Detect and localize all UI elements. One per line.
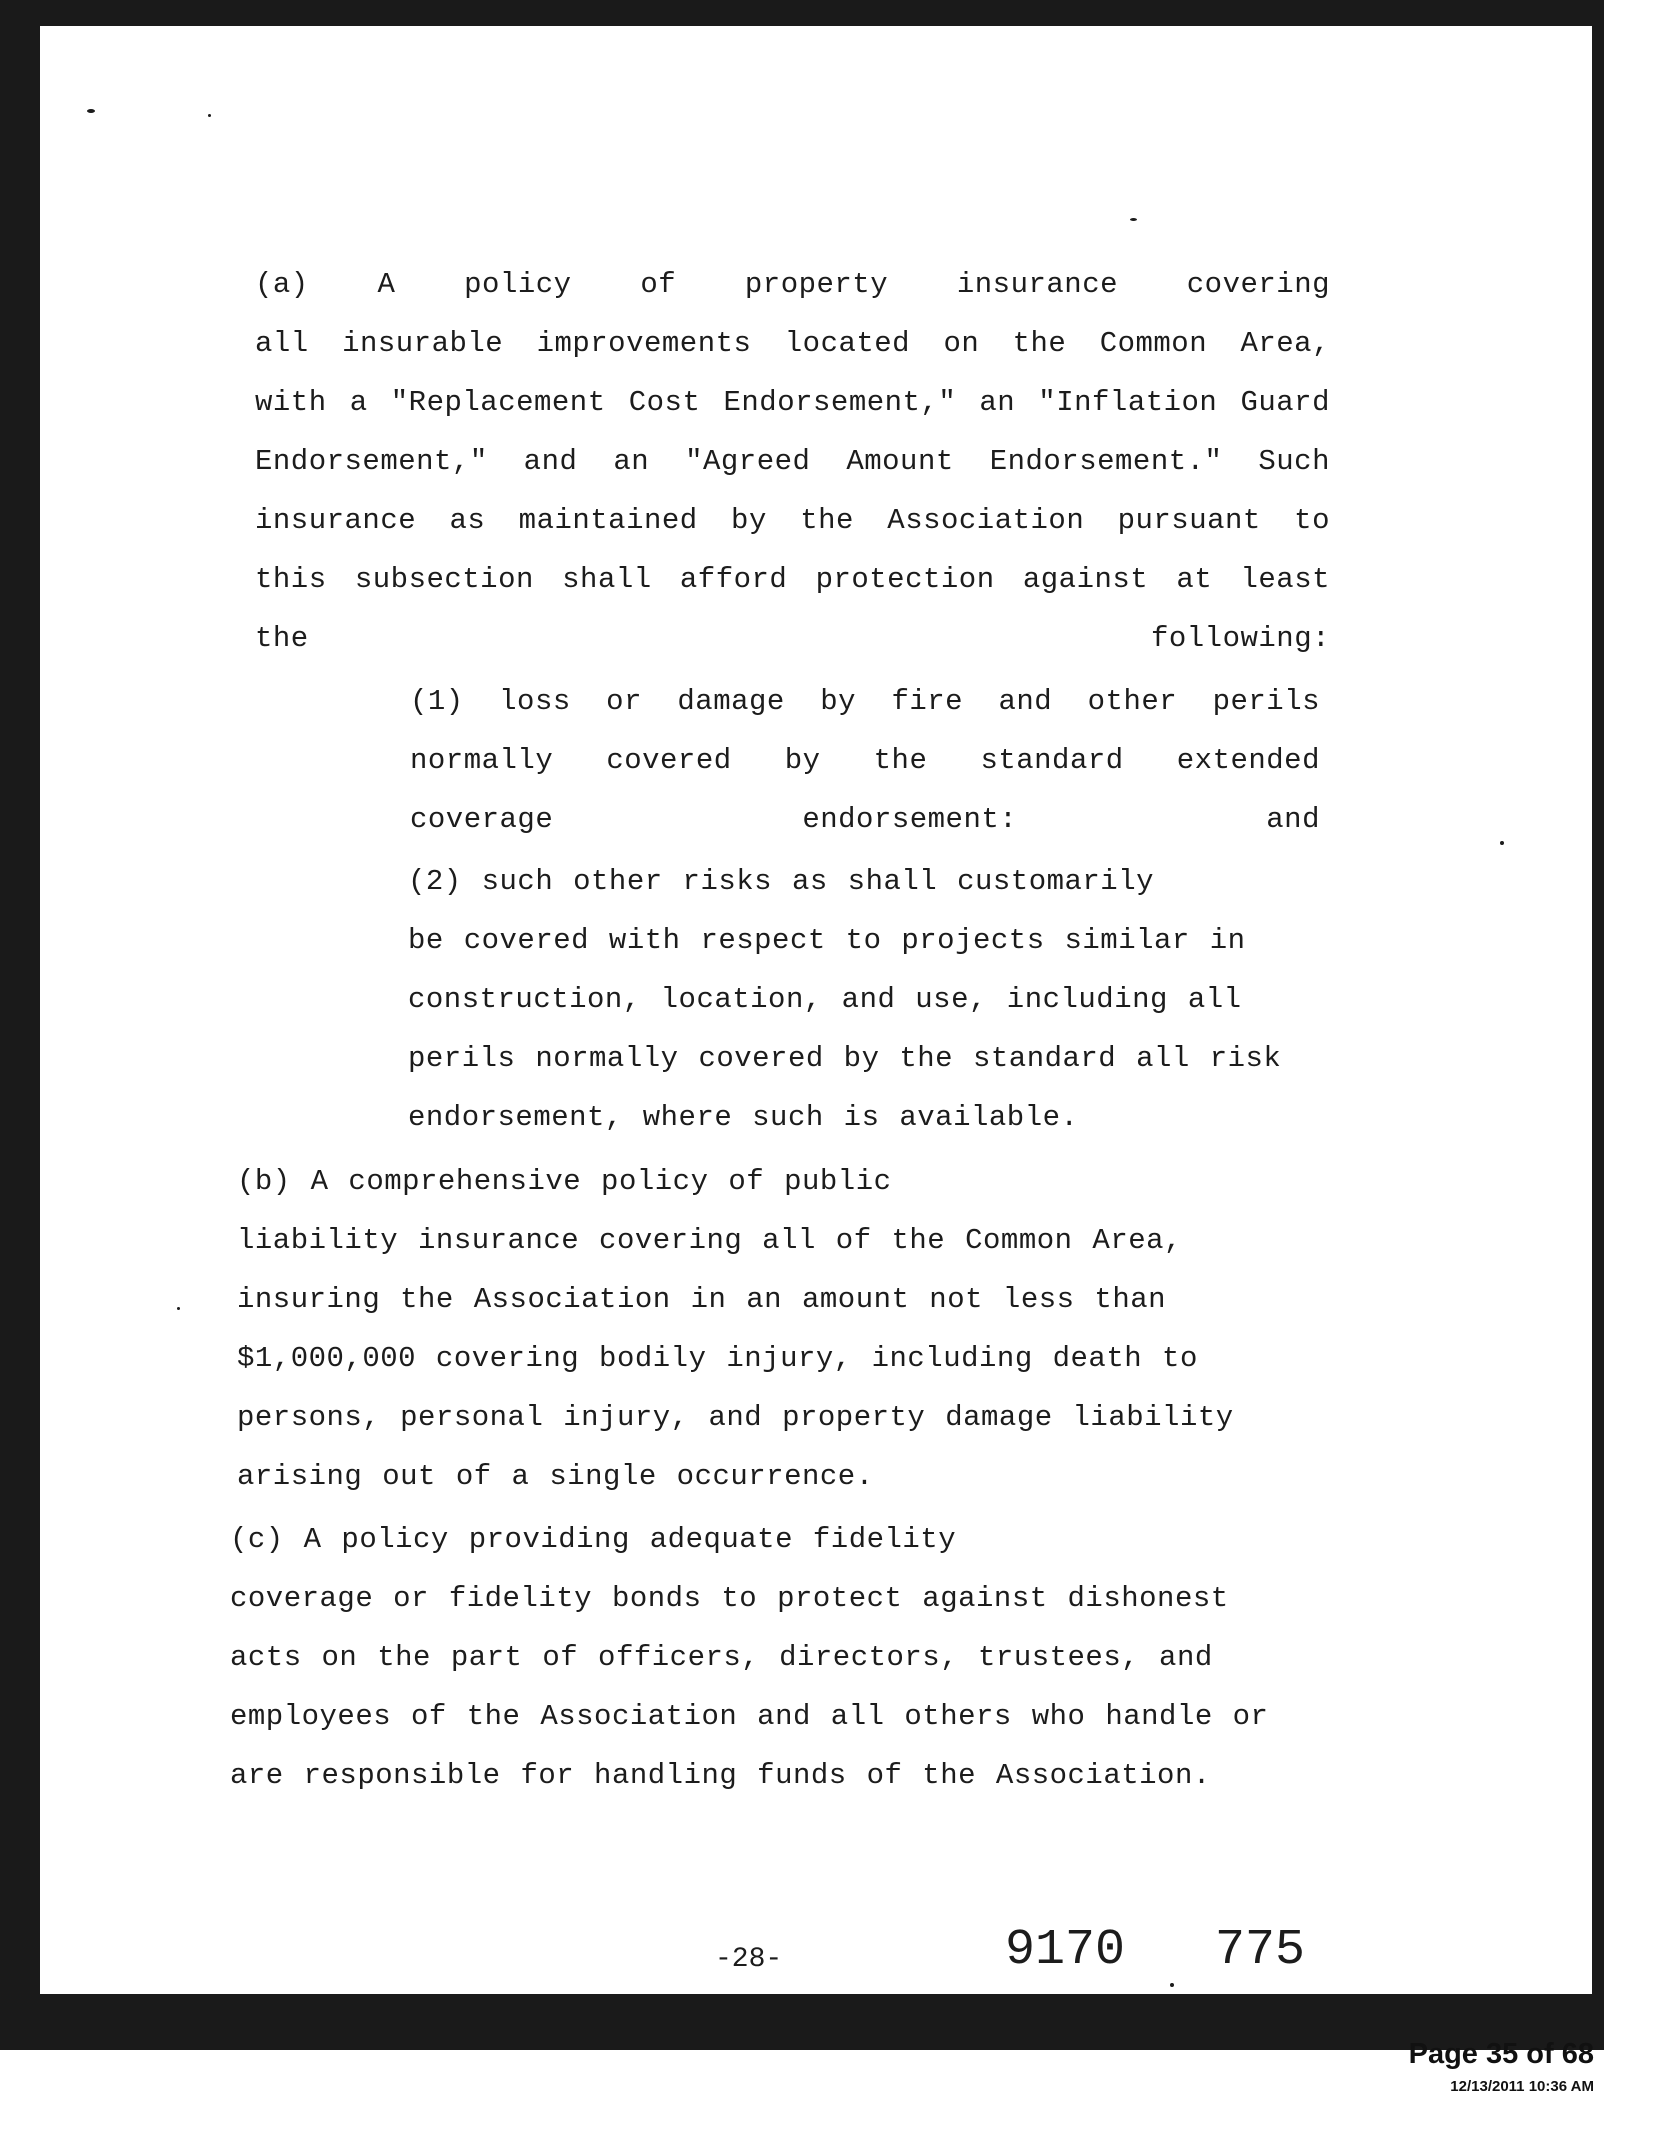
paragraph-b-line: arising out of a single occurrence.	[237, 1460, 874, 1493]
scan-speck	[208, 114, 211, 117]
paragraph-a-line: (a) A policy of property insurance covering	[255, 268, 1330, 301]
paragraph-c-line: coverage or fidelity bonds to protect against dishonest	[230, 1582, 1229, 1615]
paragraph-a-line: this subsection shall afford protection against at least	[255, 563, 1330, 596]
item-2-line: be covered with respect to projects similar in	[408, 924, 1246, 957]
scan-speck	[1500, 841, 1504, 845]
recording-page-number: 775	[1215, 1922, 1306, 1979]
item-1-line: normally covered by the standard extended	[410, 744, 1320, 777]
paragraph-a	[255, 255, 1330, 668]
page-number: -28-	[715, 1944, 783, 1975]
viewer-timestamp: 12/13/2011 10:36 AM	[1450, 2078, 1594, 2095]
item-1	[410, 672, 1320, 849]
scan-speck	[1170, 1983, 1174, 1987]
item-2-line: endorsement, where such is available.	[408, 1101, 1079, 1134]
paragraph-a-line: with a "Replacement Cost Endorsement," an "Inflation Guard	[255, 386, 1330, 419]
paragraph-c	[230, 1510, 1303, 1805]
paragraph-a-line: insurance as maintained by the Association pursuant to	[255, 504, 1330, 537]
paragraph-b-line: (b) A comprehensive policy of public	[237, 1165, 892, 1198]
item-1-line: (1) loss or damage by fire and other perils	[410, 685, 1320, 718]
paragraph-b-line: $1,000,000 covering bodily injury, including death to	[237, 1342, 1198, 1375]
recording-book-number: 9170	[1005, 1922, 1126, 1979]
paragraph-b	[237, 1152, 1310, 1506]
paragraph-b-line: insuring the Association in an amount not less than	[237, 1283, 1167, 1316]
paragraph-a-line: Endorsement," and an "Agreed Amount Endorsement." Such	[255, 445, 1330, 478]
scan-speck	[177, 1307, 180, 1310]
paragraph-b-line: liability insurance covering all of the Common Area,	[237, 1224, 1182, 1257]
paragraph-c-line: employees of the Association and all others who handle or	[230, 1700, 1269, 1733]
paragraph-a-line: the following:	[255, 622, 1330, 655]
paragraph-c-line: acts on the part of officers, directors, trustees, and	[230, 1641, 1213, 1674]
item-2-line: construction, location, and use, including all	[408, 983, 1242, 1016]
paragraph-c-line: (c) A policy providing adequate fidelity	[230, 1523, 957, 1556]
scan-speck	[87, 109, 95, 113]
item-1-line: coverage endorsement: and	[410, 803, 1320, 836]
item-2	[408, 852, 1318, 1147]
paragraph-b-line: persons, personal injury, and property damage liability	[237, 1401, 1234, 1434]
item-2-line: perils normally covered by the standard all risk	[408, 1042, 1282, 1075]
scan-speck	[1130, 218, 1137, 221]
paragraph-c-line: are responsible for handling funds of the Association.	[230, 1759, 1211, 1792]
viewer-page-indicator: Page 35 of 68	[1408, 2038, 1594, 2070]
item-2-line: (2) such other risks as shall customarily	[408, 865, 1155, 898]
paragraph-a-line: all insurable improvements located on the Common Area,	[255, 327, 1330, 360]
